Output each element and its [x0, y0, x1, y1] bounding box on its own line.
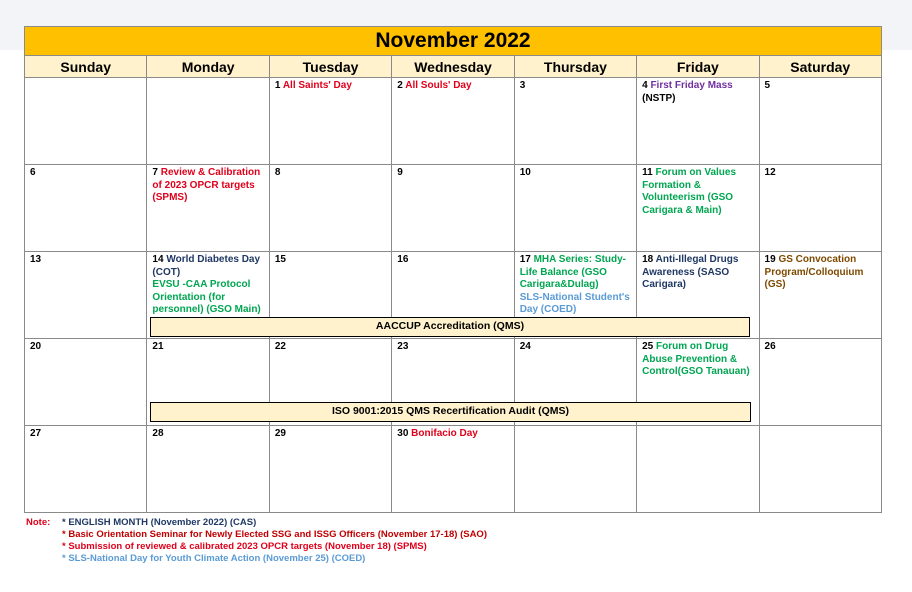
iso-recertification-banner: ISO 9001:2015 QMS Recertification Audit (QMS): [150, 402, 751, 422]
calendar-event: (NSTP): [642, 92, 676, 104]
note-item: * Basic Orientation Seminar for Newly Elected SSG and ISSG Officers (November 17-18) (SAO): [62, 529, 487, 540]
day-cell: [759, 78, 881, 165]
day-number: 29: [274, 428, 286, 439]
weekday-header-wednesday: Wednesday: [392, 56, 514, 78]
calendar-table: [24, 26, 882, 513]
weekday-header-friday: Friday: [637, 56, 759, 78]
week-row: [25, 426, 882, 513]
day-cell: [759, 165, 881, 252]
day-number: 3: [519, 80, 526, 91]
calendar-event: All Souls' Day: [405, 80, 472, 91]
day-number: 14: [152, 254, 164, 265]
day-number: 30: [397, 428, 409, 439]
day-number: 1: [274, 80, 281, 91]
day-cell: [25, 165, 147, 252]
weekday-header-monday: Monday: [147, 56, 269, 78]
week-row: [25, 78, 882, 165]
weekday-header-row: [25, 56, 882, 78]
note-item: * ENGLISH MONTH (November 2022) (CAS): [62, 517, 257, 528]
calendar-title: November 2022: [25, 27, 882, 56]
notes-list: [62, 517, 487, 565]
weekday-header-tuesday: Tuesday: [269, 56, 391, 78]
day-number: 27: [30, 428, 42, 439]
note-item: * SLS-National Day for Youth Climate Action (November 25) (COED): [62, 553, 366, 564]
day-cell: [25, 426, 147, 513]
day-cell: [514, 78, 636, 165]
day-cell: [269, 426, 391, 513]
day-number: 25: [642, 341, 654, 352]
calendar-event: World Diabetes Day (COT): [152, 254, 261, 278]
day-number: 11: [642, 167, 653, 178]
day-number: 8: [274, 167, 281, 178]
day-number: 20: [30, 341, 42, 352]
calendar-event: First Friday Mass: [650, 80, 733, 91]
day-number: 9: [397, 167, 403, 178]
day-cell: [759, 339, 881, 426]
calendar-event: Forum on Values Formation & Volunteerism (GSO Carigara & Main): [642, 167, 737, 216]
day-number: 15: [274, 254, 286, 265]
day-cell: [514, 165, 636, 252]
day-number: 16: [397, 254, 409, 265]
calendar-event: Forum on Drug Abuse Prevention & Control(GSO Tanauan): [642, 341, 750, 377]
weekday-header-sunday: Sunday: [25, 56, 147, 78]
day-cell: [759, 252, 881, 339]
calendar-event: Bonifacio Day: [411, 428, 478, 439]
day-cell: [637, 78, 759, 165]
day-number: 28: [152, 428, 164, 439]
calendar-event: MHA Series: Study-Life Balance (GSO Carigara&Dulag): [519, 254, 627, 290]
calendar-event: EVSU -CAA Protocol Orientation (for personnel) (GSO Main): [152, 279, 261, 315]
day-number: 18: [642, 254, 654, 265]
day-cell: [514, 426, 636, 513]
day-number: 26: [764, 341, 776, 352]
day-cell: [269, 165, 391, 252]
day-number: 5: [764, 80, 771, 91]
day-cell: [147, 78, 269, 165]
calendar-event: Review & Calibration of 2023 OPCR targets (SPMS): [152, 167, 261, 203]
day-cell: [392, 426, 514, 513]
day-number: 21: [152, 341, 164, 352]
calendar-event: All Saints' Day: [282, 80, 352, 91]
day-number: 13: [30, 254, 42, 265]
calendar-weeks: [25, 78, 882, 513]
day-cell: [637, 165, 759, 252]
calendar-event: SLS-National Student's Day (COED): [519, 291, 630, 315]
day-cell: [25, 339, 147, 426]
day-cell: [392, 165, 514, 252]
day-cell: [759, 426, 881, 513]
weekday-header-saturday: Saturday: [759, 56, 881, 78]
notes-label: Note:: [26, 517, 51, 528]
day-number: 22: [274, 341, 286, 352]
day-number: 17: [519, 254, 531, 265]
day-cell: [637, 426, 759, 513]
day-number: 19: [764, 254, 776, 265]
aaccup-accreditation-banner: AACCUP Accreditation (QMS): [150, 317, 750, 337]
day-number: 24: [519, 341, 531, 352]
day-cell: [269, 78, 391, 165]
day-number: 12: [764, 167, 776, 178]
day-number: 23: [397, 341, 409, 352]
calendar-event: Anti-Illegal Drugs Awareness (SASO Carigara): [642, 254, 739, 290]
day-number: 6: [30, 167, 36, 178]
day-number: 10: [519, 167, 531, 178]
day-cell: [25, 78, 147, 165]
day-cell: [25, 252, 147, 339]
note-item: * Submission of reviewed & calibrated 2023 OPCR targets (November 18) (SPMS): [62, 541, 427, 552]
calendar-event: GS Convocation Program/Colloquium (GS): [764, 254, 864, 290]
day-number: 2: [397, 80, 403, 91]
day-cell: [392, 78, 514, 165]
day-cell: [147, 165, 269, 252]
week-row: [25, 165, 882, 252]
weekday-header-thursday: Thursday: [514, 56, 636, 78]
day-number: 7: [152, 167, 158, 178]
day-cell: [147, 426, 269, 513]
day-number: 4: [642, 80, 648, 91]
